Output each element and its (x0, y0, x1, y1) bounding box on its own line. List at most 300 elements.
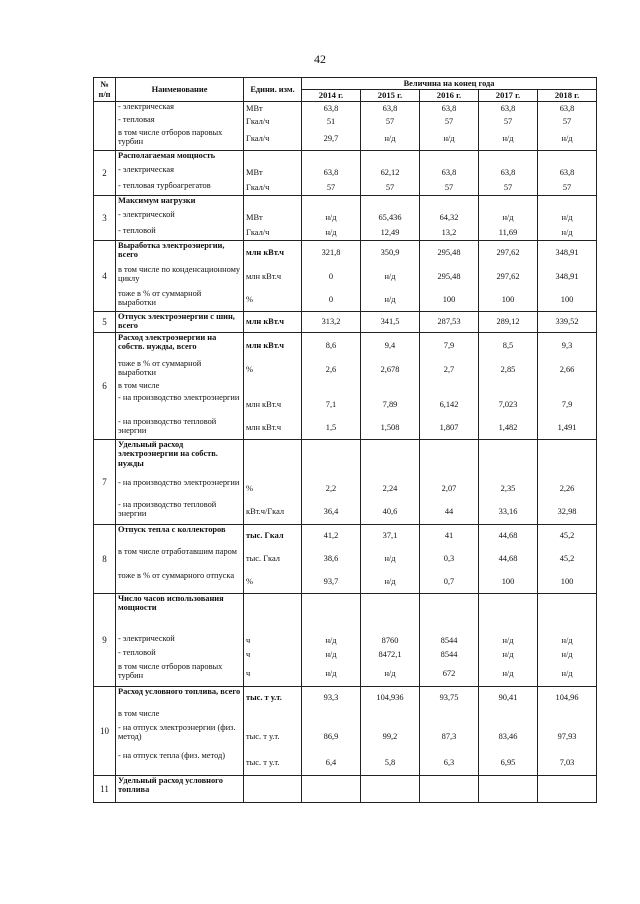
value: н/д (502, 669, 514, 678)
value: 83,46 (498, 732, 518, 741)
unit-label: % (246, 577, 253, 586)
indicator-subline: в том числе (118, 709, 160, 718)
value: 57 (444, 183, 454, 192)
value: 63,8 (382, 104, 398, 113)
value: н/д (443, 134, 455, 143)
value: н/д (502, 134, 514, 143)
indicator-title: Расход условного топлива, всего (118, 687, 241, 696)
value: 36,4 (323, 507, 339, 516)
row-value-cell (420, 594, 479, 687)
indicator-subline: - на производство тепловой энергии (118, 417, 217, 436)
value: 100 (501, 295, 515, 304)
indicator-title: Отпуск электроэнергии с шин, всего (118, 312, 235, 331)
row-number: 5 (94, 312, 116, 333)
value: 100 (560, 577, 574, 586)
row-value-cell (302, 241, 361, 312)
indicator-subline: - электрическая (118, 165, 174, 174)
table-row (94, 333, 597, 440)
row-unit-cell (244, 687, 302, 776)
value: 6,142 (439, 400, 459, 409)
unit-label: кВт.ч/Гкал (246, 507, 285, 516)
row-unit-cell (244, 241, 302, 312)
value: 104,936 (376, 693, 404, 702)
unit-label: % (246, 484, 253, 493)
row-value-cell (538, 776, 597, 803)
row-value-cell (302, 312, 361, 333)
value: 37,1 (382, 531, 398, 540)
value: 93,75 (439, 693, 459, 702)
row-value-cell (361, 241, 420, 312)
value: 86,9 (323, 732, 339, 741)
row-value-cell (479, 440, 538, 525)
value: н/д (561, 213, 573, 222)
value: н/д (384, 577, 396, 586)
unit-label: млн кВт.ч (246, 423, 282, 432)
value: 57 (385, 117, 395, 126)
unit-label: ч (246, 669, 251, 678)
value: н/д (561, 134, 573, 143)
value (304, 440, 358, 478)
row-value-cell (302, 687, 361, 776)
row-number: 11 (94, 776, 116, 803)
row-value-cell (420, 440, 479, 525)
value (304, 381, 358, 393)
value (363, 594, 417, 634)
value (304, 196, 358, 210)
row-value-cell (302, 525, 361, 594)
value (422, 196, 476, 210)
row-unit-cell (244, 151, 302, 196)
value: 41 (444, 531, 454, 540)
header-group: Величина на конец года (302, 78, 597, 90)
indicator-title: Расход электроэнергии на собств. нужды, всего (118, 333, 217, 352)
header-year: 2017 г. (479, 90, 538, 102)
value (481, 440, 535, 478)
indicator-title: Удельный расход условного топлива (118, 776, 223, 795)
value: 63,8 (559, 104, 575, 113)
value: 11,69 (498, 228, 518, 237)
row-value-cell (479, 333, 538, 440)
value (422, 381, 476, 393)
unit-label (246, 776, 299, 802)
value (304, 594, 358, 634)
value (363, 440, 417, 478)
value (481, 151, 535, 165)
indicator-title: Отпуск тепла с коллекторов (118, 525, 226, 534)
unit-label: Гкал/ч (246, 228, 270, 237)
value: 44 (444, 507, 454, 516)
value: 672 (442, 669, 456, 678)
value: 2,26 (559, 484, 575, 493)
row-name-cell (116, 525, 244, 594)
row-value-cell (302, 196, 361, 241)
value: 97,93 (557, 732, 577, 741)
header-year: 2015 г. (361, 90, 420, 102)
value: 63,8 (323, 168, 339, 177)
row-number: 3 (94, 196, 116, 241)
value: 2,24 (382, 484, 398, 493)
row-number: 7 (94, 440, 116, 525)
indicator-subline: тоже в % от суммарной выработки (118, 359, 202, 378)
value: 350,9 (380, 248, 400, 257)
unit-label: млн кВт.ч (246, 317, 285, 326)
unit-label: тыс. т у.т. (246, 758, 280, 767)
table-row (94, 776, 597, 803)
value (481, 196, 535, 210)
row-value-cell (479, 196, 538, 241)
value: 0,7 (443, 577, 455, 586)
unit-label: МВт (246, 168, 263, 177)
row-value-cell (479, 312, 538, 333)
value: 62,12 (380, 168, 400, 177)
value (540, 594, 594, 634)
row-number: 9 (94, 594, 116, 687)
unit-label: ч (246, 650, 251, 659)
value: н/д (325, 669, 337, 678)
unit-label (246, 440, 299, 478)
value: 348,91 (555, 248, 579, 257)
value: 33,16 (498, 507, 518, 516)
unit-label (246, 196, 299, 210)
indicator-subline: - электрическая (118, 102, 174, 111)
value (481, 594, 535, 634)
row-name-cell (116, 312, 244, 333)
value: н/д (325, 650, 337, 659)
table-row (94, 241, 597, 312)
row-value-cell (479, 102, 538, 151)
row-unit-cell (244, 333, 302, 440)
value (304, 151, 358, 165)
indicator-subline: тоже в % от суммарного отпуска (118, 571, 235, 580)
value: 1,5 (325, 423, 337, 432)
row-name-cell (116, 102, 244, 151)
value (422, 151, 476, 165)
value: 63,8 (441, 104, 457, 113)
value: 8,5 (502, 341, 514, 350)
row-value-cell (302, 440, 361, 525)
data-table (93, 77, 597, 803)
value: н/д (561, 228, 573, 237)
indicator-subline: - тепловой (118, 648, 156, 657)
value (481, 776, 535, 802)
row-value-cell (479, 241, 538, 312)
indicator-subline: - тепловая турбоагрегатов (118, 181, 211, 190)
row-value-cell (479, 687, 538, 776)
unit-label: Гкал/ч (246, 183, 270, 192)
value: 93,7 (323, 577, 339, 586)
value: н/д (502, 650, 514, 659)
indicator-subline: - тепловая (118, 115, 155, 124)
row-value-cell (361, 196, 420, 241)
value (540, 196, 594, 210)
value: 348,91 (555, 272, 579, 281)
value: 6,95 (500, 758, 516, 767)
row-value-cell (538, 594, 597, 687)
value (540, 381, 594, 393)
unit-label: тыс. Гкал (246, 554, 280, 563)
value: 29,7 (323, 134, 339, 143)
indicator-subline: в том числе (118, 381, 160, 390)
row-value-cell (302, 151, 361, 196)
unit-label (246, 709, 299, 723)
value (422, 440, 476, 478)
row-value-cell (538, 151, 597, 196)
value: 63,8 (559, 168, 575, 177)
value: 295,48 (437, 248, 461, 257)
value: н/д (384, 554, 396, 563)
value: н/д (325, 636, 337, 645)
row-name-cell (116, 196, 244, 241)
row-unit-cell (244, 102, 302, 151)
row-value-cell (420, 333, 479, 440)
value: 2,2 (325, 484, 337, 493)
row-value-cell (538, 333, 597, 440)
unit-label (246, 381, 299, 393)
row-number: 2 (94, 151, 116, 196)
value: 9,3 (561, 341, 573, 350)
value: 313,2 (321, 317, 341, 326)
row-value-cell (538, 241, 597, 312)
value: 8760 (381, 636, 399, 645)
row-value-cell (361, 525, 420, 594)
indicator-subline: тоже в % от суммарной выработки (118, 289, 202, 308)
value: 44,68 (498, 554, 518, 563)
row-name-cell (116, 687, 244, 776)
row-value-cell (538, 196, 597, 241)
unit-label: млн кВт.ч (246, 248, 285, 257)
value: 57 (562, 183, 572, 192)
row-unit-cell (244, 440, 302, 525)
row-name-cell (116, 594, 244, 687)
unit-label: млн кВт.ч (246, 272, 282, 281)
row-value-cell (420, 102, 479, 151)
value (422, 709, 476, 723)
value: 287,53 (437, 317, 461, 326)
row-value-cell (302, 594, 361, 687)
row-value-cell (479, 151, 538, 196)
row-number (94, 102, 116, 151)
value: 7,1 (325, 400, 337, 409)
value: 100 (442, 295, 456, 304)
indicator-subline: - на отпуск электроэнергии (физ. метод) (118, 723, 236, 742)
value: 32,98 (557, 507, 577, 516)
indicator-subline: - на производство электроэнергии (118, 478, 240, 487)
row-value-cell (420, 776, 479, 803)
value: 99,2 (382, 732, 398, 741)
value: 295,48 (437, 272, 461, 281)
row-value-cell (361, 102, 420, 151)
value: 1,508 (380, 423, 400, 432)
value: н/д (325, 228, 337, 237)
header-year: 2014 г. (302, 90, 361, 102)
value: 0 (328, 272, 334, 281)
indicator-title: Максимум нагрузки (118, 196, 196, 205)
indicator-subline: - на производство тепловой энергии (118, 500, 217, 519)
row-value-cell (361, 594, 420, 687)
value: 321,8 (321, 248, 341, 257)
indicator-subline: - электрической (118, 634, 175, 643)
value: 2,85 (500, 365, 516, 374)
value: 2,6 (325, 365, 337, 374)
row-value-cell (420, 525, 479, 594)
value: 90,41 (498, 693, 518, 702)
value: 2,7 (443, 365, 455, 374)
row-unit-cell (244, 776, 302, 803)
row-value-cell (302, 102, 361, 151)
row-name-cell (116, 776, 244, 803)
value (304, 709, 358, 723)
value: 1,491 (557, 423, 577, 432)
value: 8544 (440, 636, 458, 645)
row-name-cell (116, 333, 244, 440)
value: 8,6 (325, 341, 337, 350)
value (540, 776, 594, 802)
unit-label: Гкал/ч (246, 117, 270, 126)
value: 64,32 (439, 213, 459, 222)
unit-label: Гкал/ч (246, 134, 270, 143)
value: н/д (561, 669, 573, 678)
row-value-cell (302, 333, 361, 440)
value: 12,49 (380, 228, 400, 237)
value: 63,8 (323, 104, 339, 113)
row-value-cell (479, 776, 538, 803)
indicator-subline: - тепловой (118, 226, 156, 235)
unit-label: ч (246, 636, 251, 645)
unit-label: тыс. т у.т. (246, 693, 282, 702)
value (363, 196, 417, 210)
value (540, 440, 594, 478)
unit-label: млн кВт.ч (246, 400, 282, 409)
value: н/д (384, 669, 396, 678)
row-unit-cell (244, 312, 302, 333)
row-value-cell (420, 687, 479, 776)
row-value-cell (361, 776, 420, 803)
indicator-subline: в том числе отборов паровых турбин (118, 128, 223, 147)
row-value-cell (538, 525, 597, 594)
table-row (94, 196, 597, 241)
unit-label: МВт (246, 213, 263, 222)
row-number: 10 (94, 687, 116, 776)
value: 2,66 (559, 365, 575, 374)
table-row (94, 440, 597, 525)
table-row (94, 151, 597, 196)
indicator-subline: в том числе отборов паровых турбин (118, 662, 223, 681)
value: 45,2 (559, 531, 575, 540)
value: 57 (326, 183, 336, 192)
value: 63,8 (500, 104, 516, 113)
value: 100 (501, 577, 515, 586)
value: 8472,1 (378, 650, 402, 659)
value: 7,89 (382, 400, 398, 409)
row-value-cell (361, 687, 420, 776)
value: 57 (503, 117, 513, 126)
indicator-subline: в том числе отработавшим паром (118, 547, 237, 556)
value (540, 709, 594, 723)
value: 1,807 (439, 423, 459, 432)
row-number: 6 (94, 333, 116, 440)
value: 13,2 (441, 228, 457, 237)
row-value-cell (420, 196, 479, 241)
row-value-cell (361, 151, 420, 196)
value: 40,6 (382, 507, 398, 516)
row-number: 8 (94, 525, 116, 594)
table-row (94, 102, 597, 151)
value: 44,68 (498, 531, 518, 540)
row-value-cell (538, 687, 597, 776)
header-unit: Едини. изм. (244, 78, 302, 102)
value: 2,07 (441, 484, 457, 493)
unit-label: тыс. Гкал (246, 531, 284, 540)
row-name-cell (116, 440, 244, 525)
value: 7,9 (561, 400, 573, 409)
value: 6,3 (443, 758, 455, 767)
value: 63,8 (500, 168, 516, 177)
value: 0,3 (443, 554, 455, 563)
value: н/д (561, 636, 573, 645)
value: 297,62 (496, 272, 520, 281)
unit-label: млн кВт.ч (246, 341, 285, 350)
value: 2,35 (500, 484, 516, 493)
value (422, 594, 476, 634)
unit-label: % (246, 365, 253, 374)
value (481, 381, 535, 393)
row-value-cell (361, 333, 420, 440)
table-row (94, 312, 597, 333)
row-value-cell (361, 440, 420, 525)
row-unit-cell (244, 594, 302, 687)
value: 7,03 (559, 758, 575, 767)
indicator-subline: - на отпуск тепла (физ. метод) (118, 751, 226, 760)
value: 104,96 (555, 693, 579, 702)
row-value-cell (538, 312, 597, 333)
row-value-cell (479, 594, 538, 687)
value: 38,6 (323, 554, 339, 563)
value: 7,9 (443, 341, 455, 350)
value: 63,8 (441, 168, 457, 177)
value: 5,8 (384, 758, 396, 767)
value: 87,3 (441, 732, 457, 741)
value: н/д (325, 213, 337, 222)
value: 57 (385, 183, 395, 192)
row-value-cell (538, 440, 597, 525)
value: 57 (444, 117, 454, 126)
page-number: 42 (314, 52, 326, 66)
value: 6,4 (325, 758, 337, 767)
value (540, 151, 594, 165)
value: 8544 (440, 650, 458, 659)
header-name: Наименование (116, 78, 244, 102)
value: 339,52 (555, 317, 579, 326)
header-num: № п/п (94, 78, 116, 102)
row-value-cell (479, 525, 538, 594)
value (363, 381, 417, 393)
value: 57 (503, 183, 513, 192)
value: 45,2 (559, 554, 575, 563)
value: 289,12 (496, 317, 520, 326)
row-value-cell (420, 151, 479, 196)
value (481, 709, 535, 723)
header-year: 2016 г. (420, 90, 479, 102)
table-row (94, 594, 597, 687)
value: н/д (502, 636, 514, 645)
value: 297,62 (496, 248, 520, 257)
value: 51 (326, 117, 336, 126)
value (422, 776, 476, 802)
value: 7,023 (498, 400, 518, 409)
value: н/д (384, 134, 396, 143)
table-row (94, 525, 597, 594)
value: н/д (384, 295, 396, 304)
